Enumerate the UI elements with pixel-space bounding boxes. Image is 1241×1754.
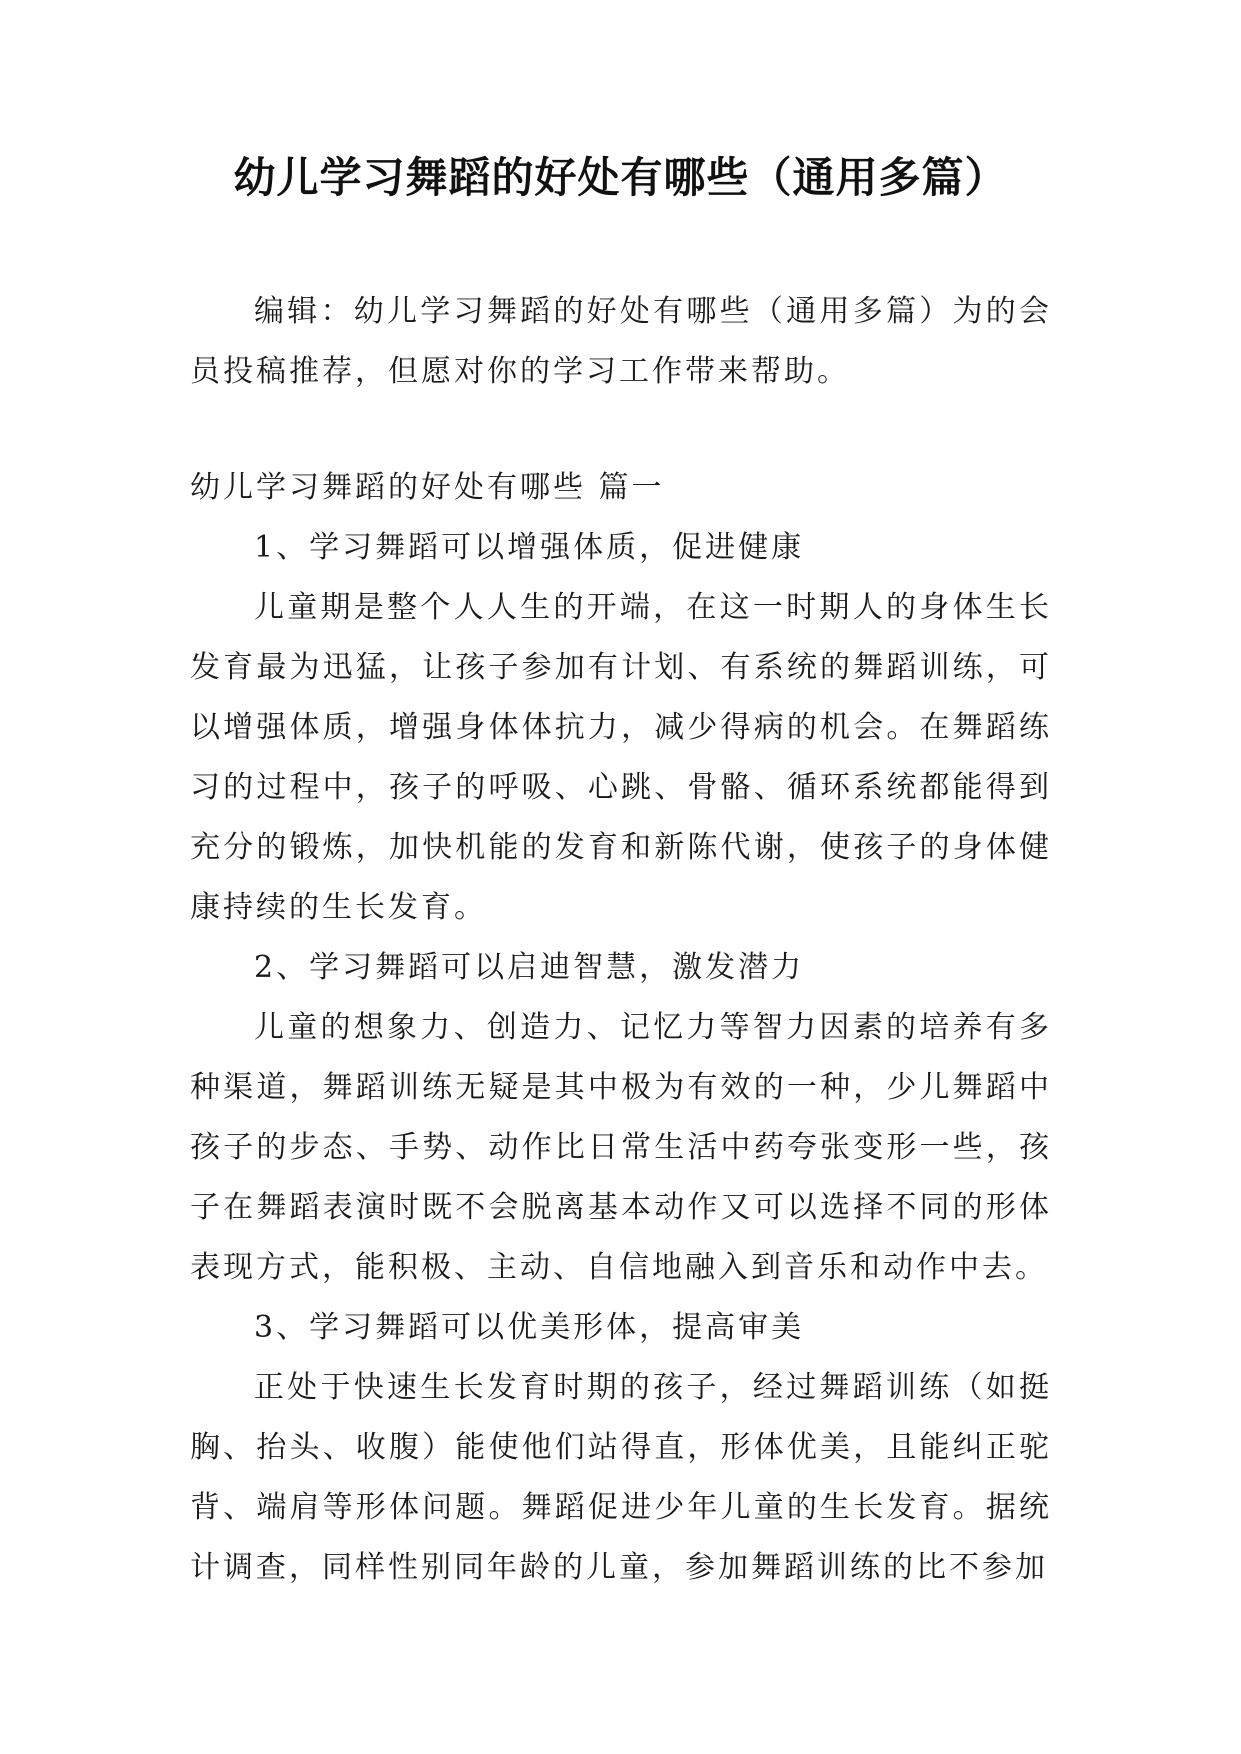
document-title: 幼儿学习舞蹈的好处有哪些（通用多篇） [233,153,1008,202]
item-paragraph-3: 正处于快速生长发育时期的孩子，经过舞蹈训练（如挺胸、抬头、收腹）能使他们站得直，形体优美，且能纠正驼背、端肩等形体问题。舞蹈促进少年儿童的生长发育。据统计调查，同样性别同年龄的儿童，参加舞蹈训练的比不参加 [190,1370,1052,1585]
item-paragraph-2: 儿童的想象力、创造力、记忆力等智力因素的培养有多种渠道，舞蹈训练无疑是其中极为有效的一种，少儿舞蹈中孩子的步态、手势、动作比日常生活中药夸张变形一些，孩子在舞蹈表演时既不会脱离基本动作又可以选择不同的形体表现方式，能积极、主动、自信地融入到音乐和动作中去。 [190,1010,1052,1285]
item-paragraph-1: 儿童期是整个人人生的开端，在这一时期人的身体生长发育最为迅猛，让孩子参加有计划、有系统的舞蹈训练，可以增强体质，增强身体体抗力，减少得病的机会。在舞蹈练习的过程中，孩子的呼吸、心跳、骨骼、循环系统都能得到充分的锻炼，加快机能的发育和新陈代谢，使孩子的身体健康持续的生长发育。 [190,590,1052,925]
intro-paragraph: 编辑：幼儿学习舞蹈的好处有哪些（通用多篇）为的会员投稿推荐，但愿对你的学习工作带来帮助。 [190,294,1052,389]
section-heading: 幼儿学习舞蹈的好处有哪些 篇一 [190,470,665,505]
intro-block [190,282,1052,402]
item-heading-2: 2、学习舞蹈可以启迪智慧，激发潜力 [254,950,805,985]
item-heading-3: 3、学习舞蹈可以优美形体，提高审美 [254,1310,805,1345]
article-body [190,458,1052,1598]
item-heading-1: 1、学习舞蹈可以增强体质，促进健康 [254,530,805,565]
